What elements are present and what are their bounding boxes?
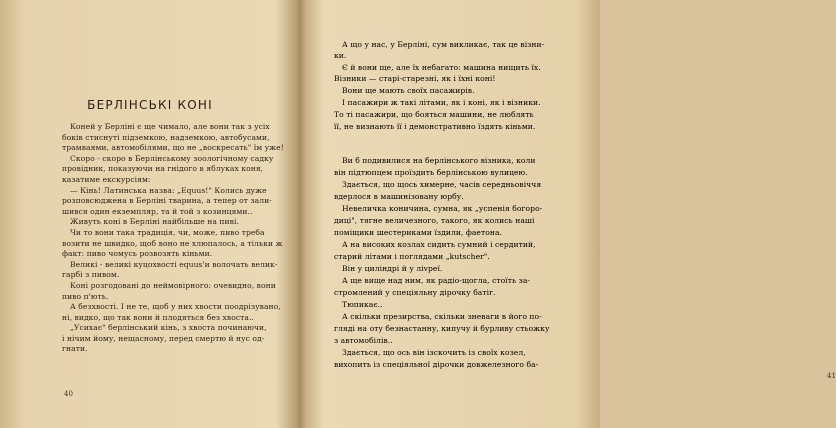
text-line: А скільки презирства, скільки зневаги в його по- [342, 312, 542, 321]
text-line: вдерлося в машинізовану юрбу. [334, 192, 464, 201]
text-line: Тюпикає.. [342, 300, 383, 309]
text-line: — Кінь! Латинська назва: „Equus!" Колись дуже [70, 185, 267, 195]
text-line: „Усихає" берлінський кінь, з хвоста починаючи, [70, 323, 267, 333]
text-line: То ті пасажири, що бояться машини, не люблять [334, 110, 534, 119]
text-line: Великі - великі куцохвості equus'и волочать велик- [70, 259, 278, 269]
text-line: Коні розгодовані до неймовірного: очевидно, вони [70, 280, 276, 290]
text-line: ки. [334, 51, 347, 60]
text-line: боків стиснуті підземкою, надземкою, автобусами, [62, 132, 270, 142]
text-line: Вони ще мають своїх пасажирів. [342, 86, 475, 95]
text-line: гляді на оту безнастанну, кипучу й бурливу стьожку [334, 324, 550, 333]
text-line: казатиме екскурсіям: [62, 174, 151, 184]
text-line: ні, видко, що так вони й плодяться без хвоста.. [62, 312, 254, 322]
text-line: її, не визнають її і демонстративно їздять кіньми. [334, 122, 536, 131]
left-page [0, 0, 300, 428]
text-line: гнати. [62, 344, 88, 354]
left-page-text [62, 122, 284, 355]
text-line: старий літами і поглядами „kutscher". [334, 252, 490, 261]
text-line: А на високих козлах сидить сумний і сердитий, [342, 240, 536, 249]
text-line: Чи то вони така традиція, чи, може, пиво треба [70, 227, 265, 237]
text-line: Є й вони ще, але їх небагато: машина нищить їх. [342, 63, 541, 72]
text-line: і нічим йому, нещасному, перед смертю й нус од- [62, 333, 265, 343]
text-line: стромлений у спеціяльну дірочку батіг. [334, 288, 496, 297]
text-line: А ще вище над ним, як радіо-щогла, стоїть за- [342, 276, 531, 285]
text-line: А що у нас, у Берліні, сум викликає, так це візни- [342, 40, 545, 49]
text-line: диці", тягне величезного, такого, як колись наші [334, 216, 535, 225]
text-line: Ви б подивилися на берлінського візника, коли [342, 156, 536, 165]
text-line: І пасажири ж такі літами, як і коні, як і візники. [342, 98, 541, 107]
chapter-title: БЕРЛІНСЬКІ КОНІ [87, 98, 213, 112]
text-line: вихопить із спеціяльної дірочки довжелезного ба- [334, 360, 539, 369]
text-line: трамваями, автомобілями, що не „воскресать" їм уже! [62, 143, 284, 153]
text-line: Здається, що щось химерне, часів середньовіччя [342, 180, 542, 189]
text-line: возити не швидко, щоб воно не хлюпалось, а тільки ж [62, 238, 283, 248]
text-line: гарбі з пивом. [62, 270, 120, 280]
text-line: він підтюпцем проїздить берлінською вулицею. [334, 168, 528, 177]
text-line: Він у циліндрі й у ліvреї. [342, 264, 443, 273]
right-page-number: 41 [827, 372, 836, 380]
left-page-number: 40 [64, 390, 73, 398]
text-line: провідник, показуючи на гнідого в яблуках коня, [62, 164, 264, 174]
text-line: Здається, що ось він ізскочить із своїх козел, [342, 348, 526, 357]
text-line: Скоро - скоро в Берлінському зоологічному садку [70, 153, 274, 163]
text-line: Невеличка коничина, сумна, як „успенія богоро- [342, 204, 543, 213]
text-line: Коней у Берліні є ще чимало, але вони так з усіх [70, 122, 270, 131]
text-line: Живуть коні в Берліні найбільше на пиві. [70, 217, 239, 227]
text-line: шився один екземпляр, та й той з козинцями.. [62, 206, 253, 216]
text-line: поміщики шестериками їздили, фаетона. [334, 228, 502, 237]
text-line: Візники — старі-старезні, як і їхні коні! [334, 74, 496, 83]
text-line: розповсюджена в Берліні тварина, а тепер от зали- [62, 196, 272, 206]
text-line: А безхвості. І не те, щоб у них хвости поодрізувано, [70, 302, 281, 312]
text-line: з автомобілів.. [334, 336, 393, 345]
text-line: пиво п'ють. [62, 291, 109, 301]
text-line: факт: пиво чомусь розвозять кіньми. [62, 249, 213, 259]
